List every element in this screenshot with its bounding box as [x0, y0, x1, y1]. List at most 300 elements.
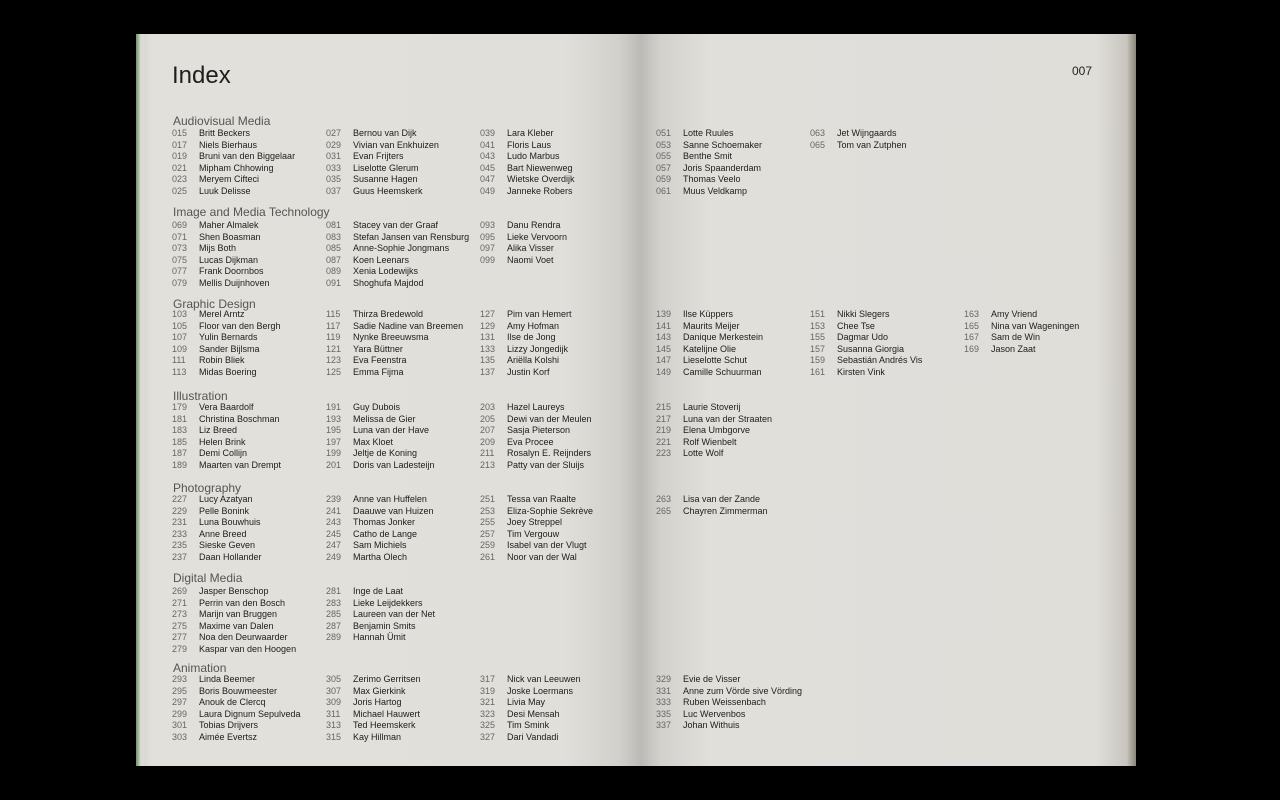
- entry-name: Melissa de Gier: [353, 413, 416, 424]
- entry-name: Anne-Sophie Jongmans: [353, 243, 450, 253]
- entry-name: Merel Arntz: [199, 309, 245, 319]
- entry-page-number: 025: [172, 185, 188, 196]
- entry-name: Bruni van den Biggelaar: [199, 151, 296, 161]
- index-entry: [480, 540, 593, 552]
- index-entry: [480, 174, 575, 186]
- entry-name: Perrin van den Bosch: [199, 597, 286, 608]
- index-entry: [326, 243, 469, 255]
- entry-name: Britt Beckers: [199, 128, 251, 138]
- entry-page-number: 311: [326, 708, 341, 719]
- index-entry: [326, 425, 435, 437]
- entry-page-number: 109: [172, 343, 188, 354]
- index-entry: [656, 163, 762, 175]
- index-entry: [172, 598, 296, 610]
- index-entry: [656, 506, 768, 518]
- index-entry: [810, 344, 922, 356]
- entry-name: Thirza Bredewold: [353, 309, 424, 319]
- entry-page-number: 047: [480, 174, 496, 184]
- entry-name: Luna Bouwhuis: [199, 517, 261, 527]
- entry-page-number: 129: [480, 320, 496, 331]
- index-column: [172, 674, 301, 743]
- index-entry: [326, 448, 435, 460]
- entry-page-number: 233: [172, 528, 188, 539]
- entry-name: Doris van Ladesteijn: [353, 459, 435, 470]
- entry-page-number: 123: [326, 355, 342, 365]
- index-entry: [480, 232, 567, 244]
- entry-name: Floor van den Bergh: [199, 320, 281, 331]
- entry-page-number: 277: [172, 632, 188, 642]
- entry-name: Tobias Drijvers: [199, 720, 259, 730]
- index-entry: [480, 529, 593, 541]
- entry-page-number: 149: [656, 366, 672, 377]
- entry-name: Shen Boasman: [199, 231, 261, 242]
- entry-name: Ted Heemskerk: [353, 720, 416, 730]
- index-entry: [172, 243, 270, 255]
- index-entry: [964, 344, 1079, 356]
- entry-name: Anouk de Clercq: [199, 697, 266, 707]
- entry-page-number: 321: [480, 697, 496, 707]
- index-entry: [172, 278, 270, 290]
- entry-page-number: 209: [480, 436, 496, 447]
- entry-page-number: 189: [172, 459, 188, 470]
- entry-name: Demi Collijn: [199, 448, 248, 458]
- index-entry: [480, 163, 575, 175]
- index-entry: [656, 128, 762, 140]
- index-entry: [172, 151, 295, 163]
- index-column: [656, 674, 802, 732]
- entry-page-number: 111: [172, 355, 186, 365]
- entry-name: Meryem Cifteci: [199, 174, 260, 184]
- entry-name: Aimée Evertsz: [199, 731, 258, 742]
- entry-name: Lucy Azatyan: [199, 494, 253, 504]
- entry-name: Desi Mensah: [507, 708, 560, 719]
- index-entry: [326, 437, 435, 449]
- entry-page-number: 095: [480, 231, 496, 242]
- entry-page-number: 323: [480, 708, 496, 719]
- entry-name: Dagmar Udo: [837, 332, 889, 342]
- index-entry: [326, 552, 434, 564]
- entry-page-number: 183: [172, 425, 188, 435]
- index-entry: [326, 278, 469, 290]
- entry-page-number: 303: [172, 731, 188, 742]
- entry-name: Niels Bierhaus: [199, 139, 258, 150]
- index-column: [810, 309, 922, 378]
- entry-name: Johan Withuis: [683, 720, 740, 730]
- section-heading: Graphic Design: [173, 297, 256, 311]
- entry-name: Nikki Slegers: [837, 309, 890, 319]
- entry-name: Lieke Leijdekkers: [353, 597, 423, 608]
- entry-name: Laureen van der Net: [353, 609, 436, 619]
- index-entry: [656, 709, 802, 721]
- entry-name: Max Kloet: [353, 436, 394, 447]
- entry-name: Nina van Wageningen: [991, 320, 1080, 331]
- index-entry: [656, 448, 772, 460]
- entry-name: Dewi van der Meulen: [507, 413, 592, 424]
- index-column: [480, 674, 581, 743]
- entry-name: Lizzy Jongedijk: [507, 343, 569, 354]
- index-entry: [172, 321, 281, 333]
- entry-name: Lara Kleber: [507, 128, 554, 138]
- entry-name: Ilse Küppers: [683, 309, 734, 319]
- index-entry: [172, 367, 281, 379]
- entry-name: Eliza-Sophie Sekrève: [507, 505, 594, 516]
- entry-page-number: 015: [172, 128, 188, 138]
- entry-name: Susanne Hagen: [353, 174, 418, 184]
- entry-page-number: 045: [480, 162, 496, 173]
- entry-page-number: 049: [480, 185, 496, 196]
- entry-page-number: 115: [326, 309, 341, 319]
- index-column: [172, 586, 296, 655]
- entry-page-number: 179: [172, 402, 188, 412]
- entry-page-number: 239: [326, 494, 342, 504]
- entry-page-number: 027: [326, 128, 342, 138]
- index-entry: [326, 732, 421, 744]
- entry-name: Joris Hartog: [353, 697, 402, 707]
- index-column: [656, 128, 762, 197]
- index-entry: [480, 732, 581, 744]
- left-page: [136, 34, 640, 766]
- entry-name: Mellis Duijnhoven: [199, 277, 270, 288]
- index-entry: [810, 367, 922, 379]
- entry-page-number: 271: [172, 597, 188, 608]
- entry-name: Laura Dignum Sepulveda: [199, 708, 301, 719]
- entry-name: Benjamin Smits: [353, 620, 416, 631]
- entry-page-number: 141: [656, 320, 672, 331]
- entry-name: Anne van Huffelen: [353, 494, 427, 504]
- index-entry: [326, 598, 435, 610]
- entry-name: Anne Breed: [199, 528, 247, 539]
- entry-page-number: 033: [326, 162, 342, 173]
- entry-page-number: 031: [326, 151, 342, 161]
- entry-name: Evie de Visser: [683, 674, 741, 684]
- entry-name: Stefan Jansen van Rensburg: [353, 231, 470, 242]
- entry-page-number: 087: [326, 254, 342, 265]
- index-entry: [656, 686, 802, 698]
- entry-name: Tessa van Raalte: [507, 494, 577, 504]
- entry-name: Jasper Benschop: [199, 586, 269, 596]
- entry-page-number: 227: [172, 494, 188, 504]
- entry-name: Luuk Delisse: [199, 185, 251, 196]
- entry-name: Sasja Pieterson: [507, 425, 571, 435]
- entry-page-number: 327: [480, 731, 496, 742]
- section-heading: Digital Media: [173, 571, 243, 585]
- entry-page-number: 221: [656, 436, 672, 447]
- entry-name: Midas Boering: [199, 366, 257, 377]
- index-entry: [964, 321, 1079, 333]
- page-title: Index: [172, 62, 231, 89]
- index-entry: [326, 163, 439, 175]
- index-entry: [480, 402, 592, 414]
- entry-name: Frank Doornbos: [199, 266, 264, 276]
- index-column: [326, 128, 439, 197]
- entry-name: Tim Smink: [507, 720, 550, 730]
- index-entry: [656, 414, 772, 426]
- index-entry: [172, 632, 296, 644]
- index-entry: [810, 332, 922, 344]
- entry-page-number: 155: [810, 332, 826, 342]
- entry-page-number: 279: [172, 643, 188, 654]
- entry-name: Rolf Wienbelt: [683, 436, 737, 447]
- entry-page-number: 285: [326, 609, 342, 619]
- entry-page-number: 243: [326, 517, 342, 527]
- entry-name: Amy Vriend: [991, 309, 1038, 319]
- entry-page-number: 161: [810, 366, 826, 377]
- entry-name: Sebastián Andrés Vis: [837, 355, 923, 365]
- entry-name: Bernou van Dijk: [353, 128, 417, 138]
- entry-name: Joris Spaanderdam: [683, 162, 762, 173]
- index-entry: [480, 186, 575, 198]
- index-entry: [480, 220, 567, 232]
- index-entry: [172, 437, 281, 449]
- entry-page-number: 203: [480, 402, 496, 412]
- entry-page-number: 193: [326, 413, 342, 424]
- entry-name: Noa den Deurwaarder: [199, 632, 288, 642]
- entry-page-number: 133: [480, 343, 496, 354]
- section-heading: Illustration: [173, 389, 228, 403]
- index-column: [326, 402, 435, 471]
- entry-name: Ruben Weissenbach: [683, 697, 766, 707]
- entry-page-number: 065: [810, 139, 826, 150]
- entry-page-number: 237: [172, 551, 188, 562]
- index-entry: [326, 686, 421, 698]
- entry-page-number: 145: [656, 343, 672, 354]
- entry-name: Lisa van der Zande: [683, 494, 761, 504]
- entry-page-number: 217: [656, 413, 672, 424]
- index-entry: [480, 720, 581, 732]
- index-entry: [172, 220, 270, 232]
- entry-name: Catho de Lange: [353, 528, 418, 539]
- entry-page-number: 241: [326, 505, 342, 516]
- index-entry: [326, 674, 421, 686]
- entry-page-number: 195: [326, 425, 342, 435]
- entry-page-number: 309: [326, 697, 342, 707]
- entry-page-number: 219: [656, 425, 672, 435]
- entry-name: Benthe Smit: [683, 151, 733, 161]
- section-heading: Image and Media Technology: [173, 205, 330, 219]
- entry-name: Tom van Zutphen: [837, 139, 907, 150]
- index-entry: [172, 529, 262, 541]
- entry-page-number: 337: [656, 720, 672, 730]
- index-entry: [326, 266, 469, 278]
- entry-page-number: 207: [480, 425, 496, 435]
- index-entry: [656, 697, 802, 709]
- entry-page-number: 275: [172, 620, 188, 631]
- entry-page-number: 317: [480, 674, 496, 684]
- entry-page-number: 125: [326, 366, 342, 377]
- entry-page-number: 187: [172, 448, 188, 458]
- index-entry: [172, 586, 296, 598]
- index-entry: [810, 309, 922, 321]
- entry-page-number: 073: [172, 243, 188, 253]
- entry-page-number: 335: [656, 708, 672, 719]
- index-entry: [172, 355, 281, 367]
- entry-name: Yara Büttner: [353, 343, 403, 354]
- index-entry: [326, 332, 463, 344]
- index-entry: [172, 686, 301, 698]
- entry-name: Marijn van Bruggen: [199, 609, 278, 619]
- entry-name: Chee Tse: [837, 320, 875, 331]
- index-entry: [656, 186, 762, 198]
- entry-name: Guus Heemskerk: [353, 185, 423, 196]
- index-entry: [172, 709, 301, 721]
- index-column: [656, 494, 768, 517]
- index-column: [656, 402, 772, 460]
- index-column: [480, 494, 593, 563]
- entry-name: Lotte Wolf: [683, 448, 724, 458]
- entry-page-number: 265: [656, 505, 672, 516]
- entry-name: Rosalyn E. Reijnders: [507, 448, 592, 458]
- index-entry: [172, 266, 270, 278]
- entry-page-number: 181: [172, 413, 188, 424]
- index-entry: [326, 232, 469, 244]
- entry-page-number: 297: [172, 697, 188, 707]
- entry-name: Inge de Laat: [353, 586, 404, 596]
- entry-page-number: 093: [480, 220, 496, 230]
- index-entry: [172, 402, 281, 414]
- entry-page-number: 197: [326, 436, 342, 447]
- entry-page-number: 139: [656, 309, 672, 319]
- entry-page-number: 117: [326, 320, 341, 331]
- entry-name: Daan Hollander: [199, 551, 262, 562]
- entry-name: Sadie Nadine van Breemen: [353, 320, 464, 331]
- entry-page-number: 061: [656, 185, 672, 196]
- entry-page-number: 077: [172, 266, 188, 276]
- entry-name: Guy Dubois: [353, 402, 401, 412]
- entry-name: Noor van der Wal: [507, 551, 577, 562]
- index-entry: [326, 517, 434, 529]
- entry-name: Vera Baardolf: [199, 402, 254, 412]
- index-column: [172, 494, 262, 563]
- index-column: [480, 402, 592, 471]
- index-entry: [480, 321, 572, 333]
- entry-page-number: 103: [172, 309, 188, 319]
- entry-page-number: 043: [480, 151, 496, 161]
- index-entry: [326, 321, 463, 333]
- index-entry: [656, 720, 802, 732]
- index-entry: [172, 140, 295, 152]
- index-entry: [480, 709, 581, 721]
- index-entry: [326, 128, 439, 140]
- entry-page-number: 333: [656, 697, 672, 707]
- index-entry: [480, 344, 572, 356]
- entry-name: Thomas Jonker: [353, 517, 416, 527]
- entry-name: Joske Loermans: [507, 685, 574, 696]
- entry-name: Livia May: [507, 697, 546, 707]
- index-entry: [480, 460, 592, 472]
- entry-name: Isabel van der Vlugt: [507, 540, 587, 550]
- index-entry: [480, 425, 592, 437]
- entry-page-number: 021: [172, 162, 188, 173]
- entry-page-number: 325: [480, 720, 496, 730]
- entry-page-number: 283: [326, 597, 342, 608]
- entry-name: Martha Olech: [353, 551, 408, 562]
- index-entry: [326, 494, 434, 506]
- entry-name: Danique Merkestein: [683, 332, 764, 342]
- section-heading: Animation: [173, 661, 227, 675]
- entry-page-number: 063: [810, 128, 826, 138]
- entry-page-number: 257: [480, 528, 496, 539]
- entry-name: Luna van der Have: [353, 425, 430, 435]
- entry-name: Pelle Bonink: [199, 505, 250, 516]
- entry-name: Shoghufa Majdod: [353, 277, 424, 288]
- index-entry: [656, 402, 772, 414]
- entry-page-number: 083: [326, 231, 342, 242]
- entry-name: Wietske Overdijk: [507, 174, 575, 184]
- entry-page-number: 253: [480, 505, 496, 516]
- entry-page-number: 185: [172, 436, 188, 447]
- entry-page-number: 147: [656, 355, 672, 365]
- index-entry: [656, 437, 772, 449]
- index-entry: [172, 697, 301, 709]
- index-entry: [326, 609, 435, 621]
- entry-page-number: 041: [480, 139, 496, 150]
- index-column: [480, 128, 575, 197]
- entry-page-number: 075: [172, 254, 188, 265]
- index-column: [326, 220, 469, 289]
- index-entry: [326, 632, 435, 644]
- entry-page-number: 121: [326, 343, 342, 354]
- entry-name: Mipham Chhowing: [199, 162, 274, 173]
- index-entry: [326, 220, 469, 232]
- entry-name: Nick van Leeuwen: [507, 674, 581, 684]
- entry-name: Sander Bijlsma: [199, 343, 260, 354]
- index-column: [964, 309, 1079, 355]
- index-entry: [480, 367, 572, 379]
- index-entry: [480, 255, 567, 267]
- entry-name: Kaspar van den Hoogen: [199, 643, 297, 654]
- index-entry: [656, 174, 762, 186]
- entry-name: Jeltje de Koning: [353, 448, 418, 458]
- index-entry: [326, 697, 421, 709]
- index-column: [172, 402, 281, 471]
- entry-page-number: 165: [964, 320, 980, 331]
- entry-page-number: 305: [326, 674, 342, 684]
- section-heading: Audiovisual Media: [173, 114, 271, 128]
- index-entry: [656, 344, 763, 356]
- entry-name: Stacey van der Graaf: [353, 220, 439, 230]
- entry-name: Tim Vergouw: [507, 528, 560, 539]
- entry-page-number: 259: [480, 540, 496, 550]
- index-entry: [326, 709, 421, 721]
- index-entry: [172, 332, 281, 344]
- entry-page-number: 287: [326, 620, 342, 631]
- index-entry: [172, 232, 270, 244]
- entry-page-number: 295: [172, 685, 188, 696]
- page-edge-right: [1128, 34, 1136, 766]
- entry-name: Lieselotte Schut: [683, 355, 748, 365]
- entry-page-number: 169: [964, 343, 980, 354]
- index-entry: [480, 674, 581, 686]
- index-entry: [480, 140, 575, 152]
- index-column: [326, 674, 421, 743]
- page-number: 007: [1071, 64, 1092, 78]
- entry-page-number: 269: [172, 586, 188, 596]
- entry-name: Alika Visser: [507, 243, 554, 253]
- entry-page-number: 307: [326, 685, 342, 696]
- entry-page-number: 329: [656, 674, 672, 684]
- index-column: [326, 494, 434, 563]
- entry-name: Jason Zaat: [991, 343, 1036, 354]
- index-column: [480, 220, 567, 266]
- entry-name: Robin Bliek: [199, 355, 245, 365]
- entry-page-number: 163: [964, 309, 980, 319]
- entry-name: Boris Bouwmeester: [199, 685, 278, 696]
- entry-page-number: 245: [326, 528, 342, 539]
- entry-name: Katelijne Olie: [683, 343, 737, 354]
- entry-name: Zerimo Gerritsen: [353, 674, 421, 684]
- index-entry: [326, 344, 463, 356]
- index-entry: [172, 425, 281, 437]
